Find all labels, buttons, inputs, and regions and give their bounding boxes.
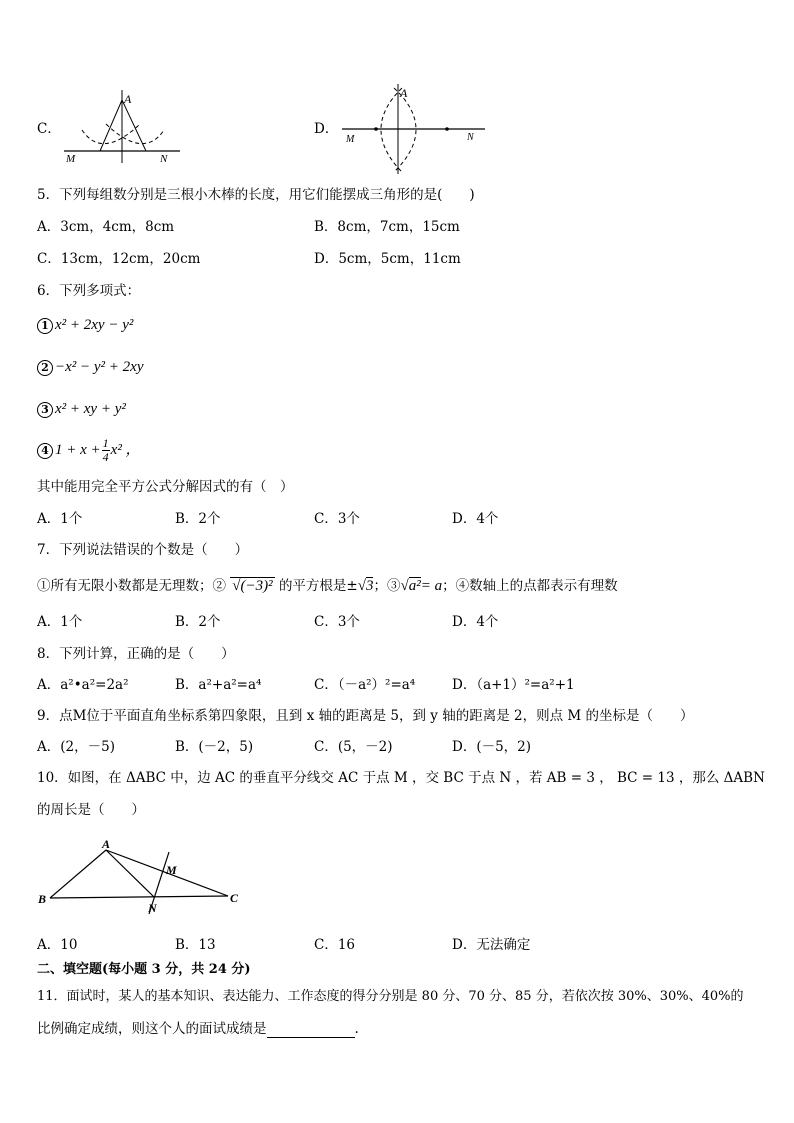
polynomial: x² + 2xy − y² (55, 317, 134, 333)
statement-4: ；④数轴上的点都表示有理数 (442, 578, 618, 594)
q7-option-d: D．4个 (452, 614, 499, 630)
statement-3: ；③ (373, 578, 401, 594)
q6-expr-2 (37, 358, 144, 376)
q7-option-b: B．2个 (175, 614, 221, 630)
sqrt-3: √3 (357, 578, 374, 594)
point-a-label: A (400, 86, 408, 100)
q8-option-b: B．a²+a²=a⁴ (175, 677, 262, 693)
segment-a-left (100, 100, 122, 151)
fraction (102, 437, 110, 464)
point-m-label: M (346, 134, 355, 145)
q5-option-a: A．3cm，4cm，8cm (37, 219, 175, 235)
q8-option-a: A．a²•a²=2a² (37, 677, 129, 693)
numerator: 1 (102, 436, 109, 450)
q10-option-a: A．10 (37, 937, 78, 953)
q9-option-d: D．(－5，2) (452, 739, 532, 755)
side-bc (50, 896, 228, 898)
q7-statements (37, 574, 618, 598)
point-n-label: N (160, 153, 168, 165)
q6-question: 其中能用完全平方公式分解因式的有（ ） (37, 479, 294, 495)
sqrt-a-squared: √a² (400, 578, 421, 594)
q6-option-a: A．1个 (37, 511, 83, 527)
q5-option-b: B．8cm，7cm，15cm (314, 219, 460, 235)
q9-option-a: A．(2，－5) (37, 739, 115, 755)
circled-number: 2 (37, 360, 53, 376)
arc-left (82, 124, 140, 144)
circled-number: 4 (37, 443, 53, 459)
q11-line2-text: 比例确定成绩，则这个人的面试成绩是 (37, 1021, 267, 1037)
q10-option-d: D．无法确定 (452, 937, 531, 953)
point-n-label: N (148, 901, 157, 915)
q5-option-c: C．13cm，12cm，20cm (37, 251, 201, 267)
polynomial-part: x² ， (110, 442, 141, 458)
q7-option-c: C．3个 (314, 614, 360, 630)
section-title: 二、填空题(每小题 3 分，共 24 分) (37, 962, 251, 977)
q10-stem-line1: 10．如图，在 ΔABC 中，边 AC 的垂直平分线交 AC 于点 M ，交 BC 于点 N ，若 AB = 3 ， BC = 13 ，那么 ΔABN (37, 770, 765, 786)
q5-option-d: D．5cm，5cm，11cm (314, 251, 461, 267)
q4-option-c-label: C． (37, 121, 61, 137)
q7-stem: 7．下列说法错误的个数是（ ） (37, 542, 249, 558)
point-m-label: M (66, 153, 76, 165)
q4-figure-c (62, 88, 184, 166)
q9-stem: 9．点M位于平面直角坐标系第四象限，且到 x 轴的距离是 5，到 y 轴的距离是 2，则点 M 的坐标是（ ） (37, 708, 694, 724)
polynomial: x² + xy + y² (55, 401, 126, 417)
q6-expr-4 (37, 436, 141, 464)
point-a-label: A (124, 92, 132, 106)
point-b-label: B (38, 892, 47, 906)
side-ab (50, 850, 106, 898)
q4-option-d-label: D． (314, 121, 339, 137)
q8-option-d: D．（a+1）²=a²+1 (452, 677, 575, 693)
q11-line1: 11．面试时，某人的基本知识、表达能力、工作态度的得分分别是 80 分、70 分、85 分，若依次按 30%、30%、40%的 (37, 989, 744, 1004)
q7-option-a: A．1个 (37, 614, 83, 630)
q9-option-b: B．(－2，5) (175, 739, 254, 755)
q8-stem: 8．下列计算，正确的是（ ） (37, 646, 235, 662)
point-m-label: M (166, 863, 177, 877)
statement-1: ①所有无限小数都是无理数；② (37, 578, 226, 594)
q6-expr-1 (37, 316, 133, 334)
q6-option-d: D．4个 (452, 511, 499, 527)
equals-a: = a (420, 578, 443, 594)
circled-number: 3 (37, 402, 53, 418)
answer-blank[interactable] (267, 1023, 355, 1038)
q10-option-b: B．13 (175, 937, 216, 953)
polynomial: −x² − y² + 2xy (55, 359, 144, 375)
polynomial-part: 1 + x + (55, 442, 101, 458)
arc-right (394, 88, 416, 172)
q9-option-c: C．(5，－2) (314, 739, 393, 755)
point-n-label: N (467, 132, 474, 143)
statement-2: 的平方根是± (278, 578, 358, 594)
segment-an (106, 850, 154, 897)
arc-left (381, 88, 402, 172)
denominator: 4 (102, 450, 109, 464)
q6-option-b: B．2个 (175, 511, 221, 527)
q10-option-c: C．16 (314, 937, 356, 953)
q8-option-c: C．（－a²）²=a⁴ (314, 677, 416, 693)
sqrt-expression: √(−3)² (232, 578, 273, 594)
point-c-label: C (230, 891, 239, 905)
q10-stem-line2: 的周长是（ ） (37, 802, 145, 818)
q10-figure (36, 838, 248, 918)
q6-expr-3 (37, 400, 126, 418)
circled-number: 1 (37, 318, 53, 334)
q11-line2-end: . (354, 1021, 359, 1037)
q11-line2 (37, 1020, 359, 1038)
point-a-label: A (102, 838, 111, 851)
q6-option-c: C．3个 (314, 511, 360, 527)
q6-stem: 6．下列多项式： (37, 283, 141, 299)
q5-stem: 5．下列每组数分别是三根小木棒的长度，用它们能摆成三角形的是( ) (37, 187, 475, 203)
q4-figure-d (340, 82, 490, 178)
